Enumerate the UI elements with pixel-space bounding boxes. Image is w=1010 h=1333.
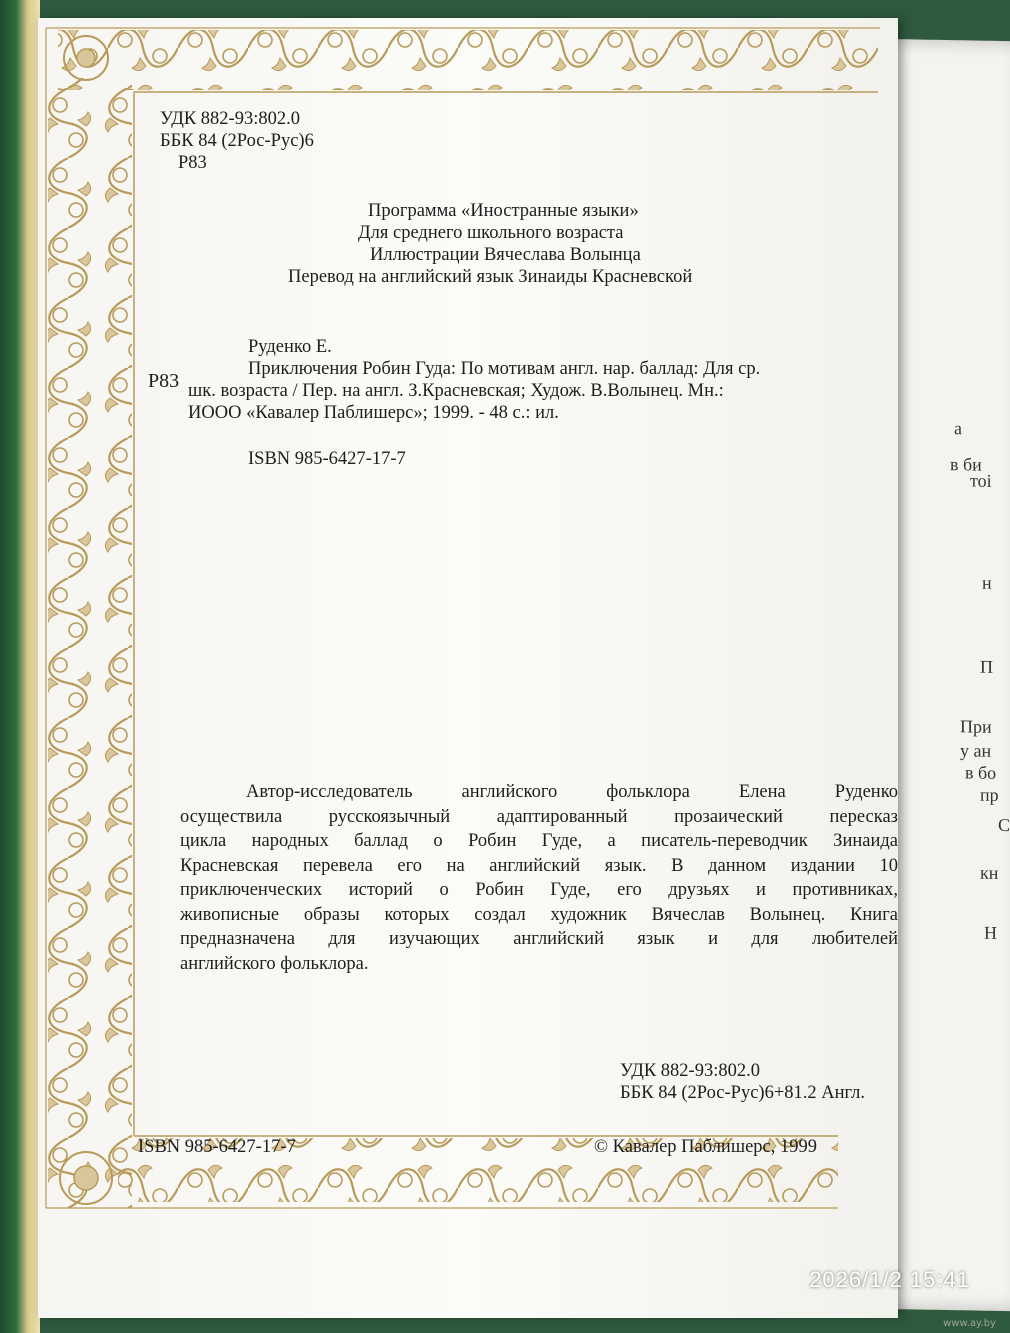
footer-bbk-code: ББК 84 (2Рос-Рус)6+81.2 Англ.: [620, 1083, 866, 1103]
annotation-line: Красневская перевела его на английский язык. В данном издании 10: [180, 855, 898, 876]
facing-page-fragment: в бо: [965, 762, 997, 783]
catalog-line: шк. возраста / Пер. на англ. З.Красневская; Худож. В.Волынец. Мн.:: [188, 381, 724, 401]
photo-timestamp: 2026/1/2 15:41: [809, 1267, 970, 1292]
footer-isbn: ISBN 985-6427-17-7: [138, 1137, 296, 1157]
catalog-author: Руденко Е.: [248, 337, 332, 357]
annotation-line: живописные образы которых создал художник Вячеслав Волынец. Книга: [180, 904, 898, 925]
facing-page-fragment: При: [960, 716, 992, 737]
program-line: Иллюстрации Вячеслава Волынца: [370, 245, 641, 265]
catalog-isbn: ISBN 985-6427-17-7: [248, 449, 406, 469]
catalog-line: ИООО «Кавалер Паблишерс»; 1999. - 48 с.: ил.: [188, 403, 559, 423]
author-mark: Р83: [178, 153, 207, 173]
annotation-line: цикла народных баллад о Робин Гуде, а писатель-переводчик Зинаида: [180, 831, 898, 851]
annotation-line: осуществила русскоязычный адаптированный прозаический пересказ: [180, 806, 898, 827]
site-watermark: www.ay.by: [943, 1318, 996, 1329]
annotation-line: английского фольклора.: [180, 953, 369, 974]
annotation-paragraph: [180, 780, 898, 976]
imprint-page: [38, 18, 898, 1318]
catalog-code: Р83: [148, 370, 180, 392]
book-cover-edge: [0, 0, 40, 1333]
facing-page-fragment: тоі: [970, 470, 992, 491]
annotation-line: приключенческих историй о Робин Гуде, его друзьях и противниках,: [180, 880, 898, 900]
catalog-line: Приключения Робин Гуда: По мотивам англ. нар. баллад: Для ср.: [248, 359, 761, 379]
program-line: Программа «Иностранные языки»: [368, 201, 639, 221]
copyright: © Кавалер Паблишерс, 1999: [594, 1137, 817, 1157]
facing-page-fragment: Н: [984, 922, 997, 943]
facing-page-fragment: пр: [980, 784, 999, 805]
facing-page-fragment: С: [998, 814, 1010, 836]
facing-page-fragment: в би: [950, 454, 982, 475]
program-line: Для среднего школьного возраста: [358, 223, 624, 243]
facing-page-fragment: кн: [980, 862, 999, 883]
footer-udk-code: УДК 882-93:802.0: [620, 1061, 760, 1081]
udk-code: УДК 882-93:802.0: [160, 109, 300, 129]
bbk-code: ББК 84 (2Рос-Рус)6: [160, 131, 314, 151]
annotation-line: Автор-исследователь английского фольклора Елена Руденко: [246, 782, 898, 802]
facing-page: [880, 39, 1010, 1311]
annotation-line: предназначена для изучающих английский язык и для любителей: [180, 929, 898, 949]
facing-page-fragment: а: [954, 418, 962, 439]
facing-page-fragment: н: [982, 572, 992, 593]
facing-page-fragment: П: [980, 656, 993, 677]
facing-page-fragment: у ан: [960, 740, 992, 761]
program-line: Перевод на английский язык Зинаиды Красневской: [288, 267, 693, 287]
